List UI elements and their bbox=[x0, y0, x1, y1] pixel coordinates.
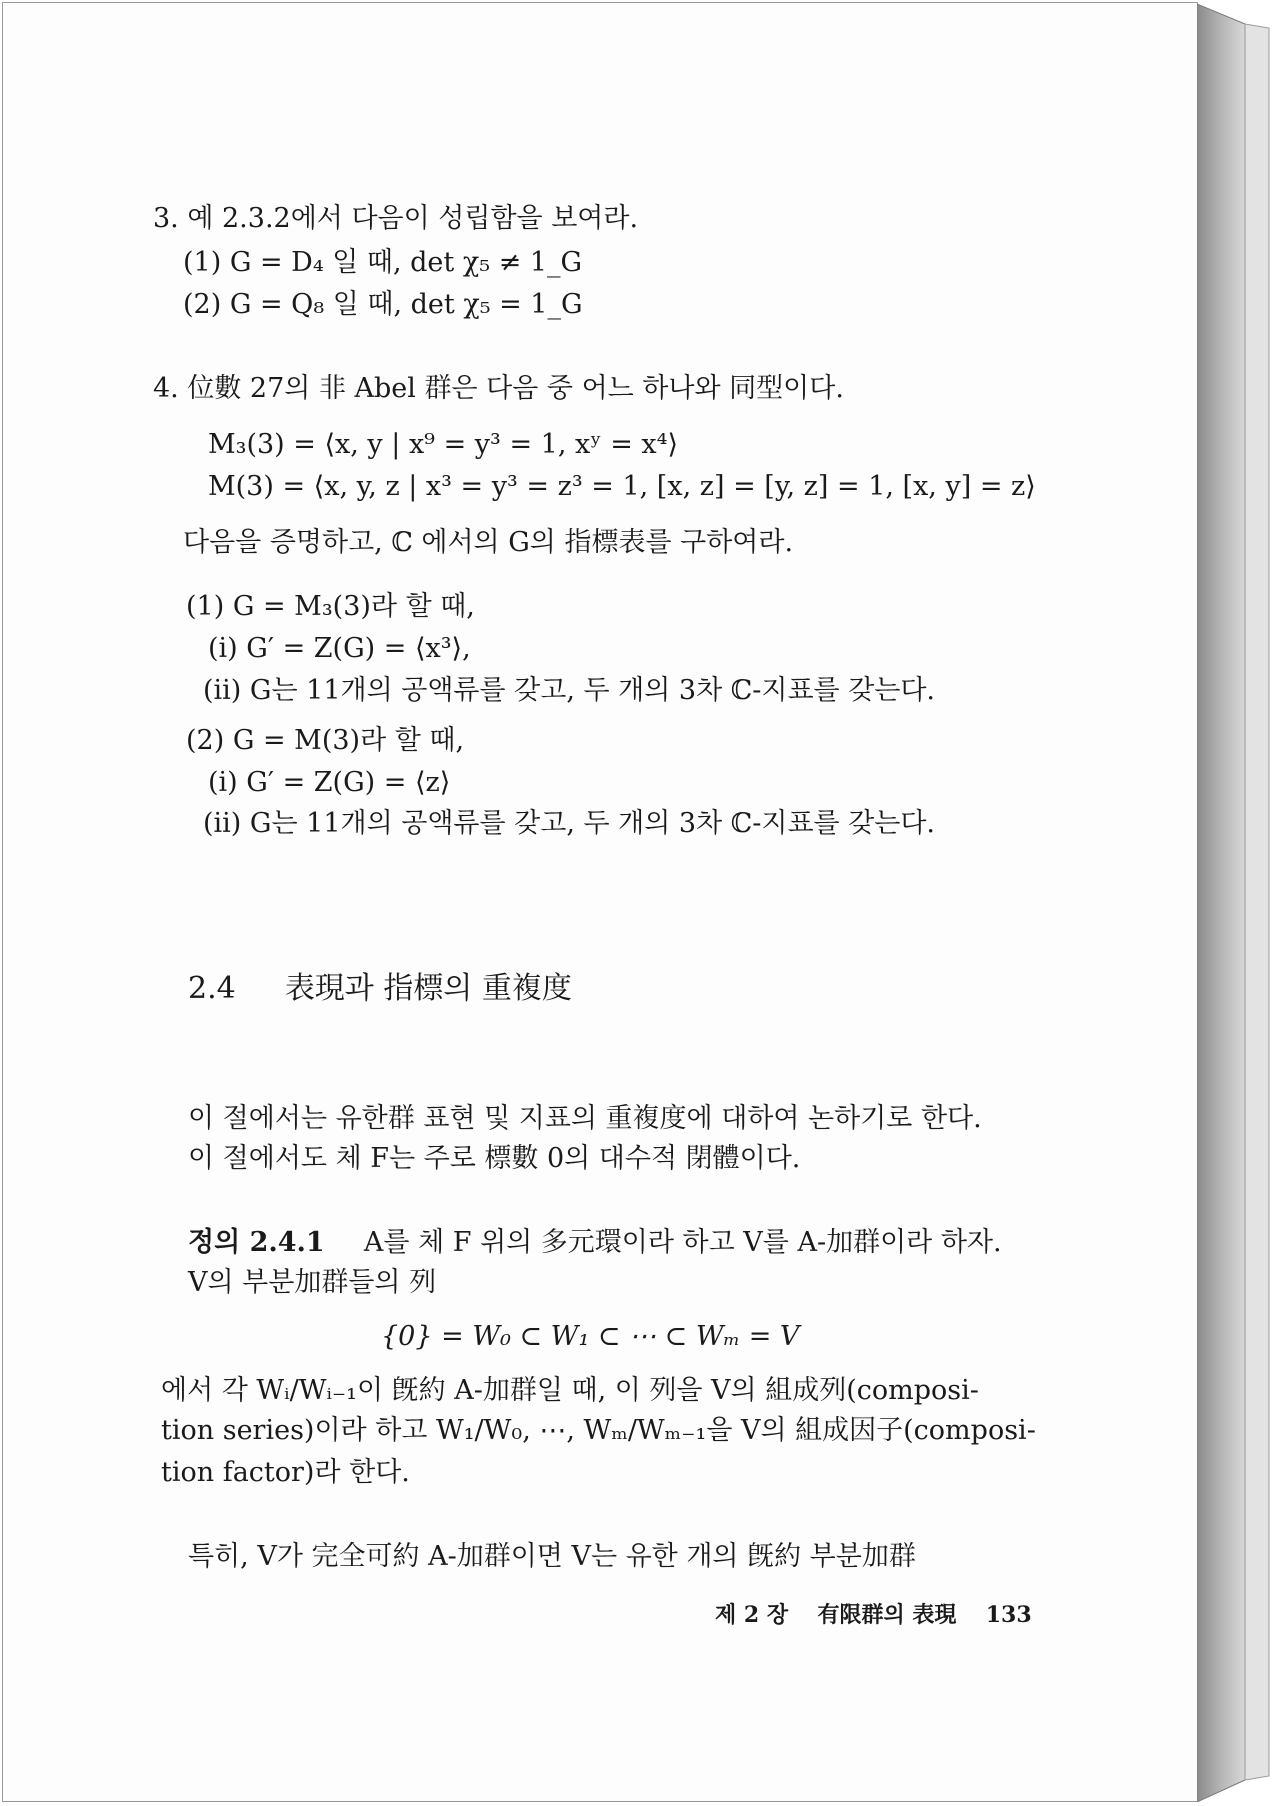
page-footer bbox=[715, 1597, 1032, 1633]
problem-4-group-1: M₃(3) = ⟨x, y | x⁹ = y³ = 1, xʸ = x⁴⟩ bbox=[208, 429, 679, 460]
section-heading bbox=[188, 971, 572, 1007]
problem-3-heading: 3. 예 2.3.2에서 다음이 성립함을 보여라. bbox=[153, 203, 639, 234]
problem-4-group-2: M(3) = ⟨x, y, z | x³ = y³ = z³ = 1, [x, z] = [y, z] = 1, [x, y] = z⟩ bbox=[208, 471, 1036, 502]
composition-series-formula: {0} = W₀ ⊂ W₁ ⊂ ⋯ ⊂ Wₘ = V bbox=[381, 1321, 800, 1352]
page-number: 133 bbox=[985, 1602, 1032, 1628]
footer-title: 有限群의 表現 bbox=[817, 1602, 957, 1628]
remark-line-1: 특히, V가 完全可約 A-加群이면 V는 유한 개의 旣約 부분加群 bbox=[188, 1541, 916, 1572]
problem-3-item-1: (1) G = D₄ 일 때, det χ₅ ≠ 1_G bbox=[183, 247, 583, 278]
problem-4-part-1-title: (1) G = M₃(3)라 할 때, bbox=[186, 591, 475, 622]
section-number: 2.4 bbox=[188, 971, 236, 1006]
intro-line-1: 이 절에서는 유한群 표현 및 지표의 重複度에 대하여 논하기로 한다. bbox=[188, 1103, 982, 1134]
footer-chapter: 제 2 장 bbox=[715, 1602, 789, 1628]
problem-4-part-2-ii: (ii) G는 11개의 공액류를 갖고, 두 개의 3차 ℂ-지표를 갖는다. bbox=[203, 808, 936, 839]
problem-4-heading: 4. 位數 27의 非 Abel 群은 다음 중 어느 하나와 同型이다. bbox=[153, 373, 844, 404]
problem-4-part-1-i: (i) G′ = Z(G) = ⟨x³⟩, bbox=[208, 633, 471, 664]
book-page bbox=[2, 2, 1198, 1802]
intro-line-2: 이 절에서도 체 F는 주로 標數 0의 대수적 閉體이다. bbox=[188, 1143, 801, 1174]
definition-line-1 bbox=[188, 1225, 1002, 1261]
definition-line-2: V의 부분加群들의 列 bbox=[188, 1267, 437, 1298]
problem-4-part-1-ii: (ii) G는 11개의 공액류를 갖고, 두 개의 3차 ℂ-지표를 갖는다. bbox=[203, 675, 936, 706]
definition-line-4: tion series)이라 하고 W₁/W₀, ⋯, Wₘ/Wₘ₋₁을 V의 組成因子(composi- bbox=[161, 1415, 1036, 1446]
problem-4-part-2-title: (2) G = M(3)라 할 때, bbox=[186, 725, 465, 756]
problem-4-instruction: 다음을 증명하고, ℂ 에서의 G의 指標表를 구하여라. bbox=[183, 527, 794, 558]
problem-4-part-2-i: (i) G′ = Z(G) = ⟨z⟩ bbox=[208, 767, 451, 798]
problem-3-item-2: (2) G = Q₈ 일 때, det χ₅ = 1_G bbox=[183, 289, 583, 320]
definition-label: 정의 2.4.1 bbox=[188, 1227, 325, 1258]
definition-line-3: 에서 각 Wᵢ/Wᵢ₋₁이 旣約 A-加群일 때, 이 列을 V의 組成列(composi- bbox=[161, 1375, 979, 1406]
section-title: 表現과 指標의 重複度 bbox=[284, 971, 572, 1006]
definition-line-5: tion factor)라 한다. bbox=[161, 1457, 410, 1488]
definition-text-1: A를 체 F 위의 多元環이라 하고 V를 A-加群이라 하자. bbox=[363, 1227, 1002, 1258]
